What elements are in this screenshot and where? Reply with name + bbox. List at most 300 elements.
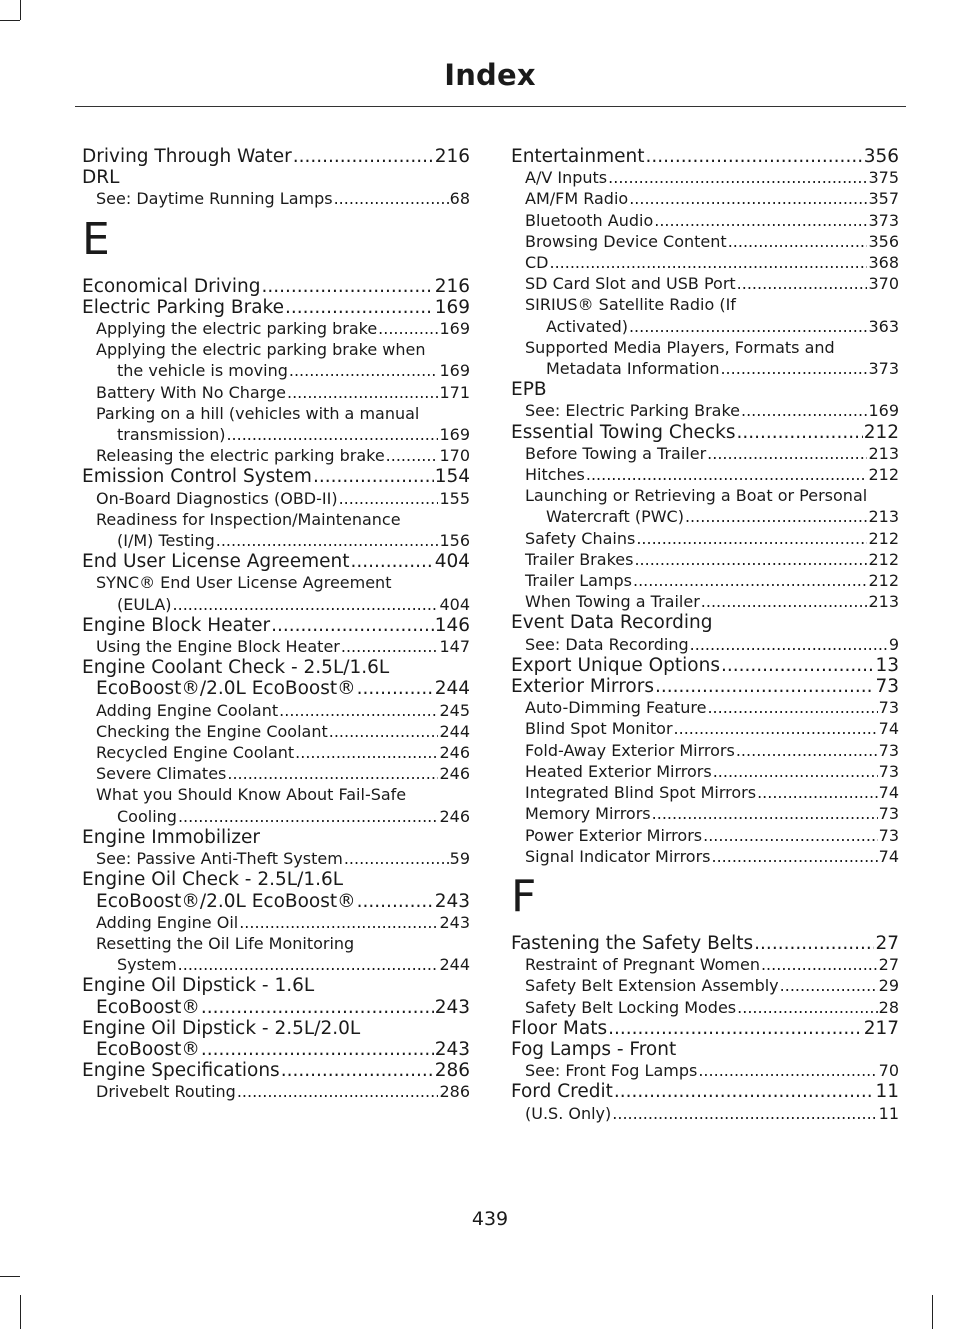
entry-page: 370 xyxy=(868,274,899,294)
leader-dots xyxy=(707,443,867,464)
entry-page: 169 xyxy=(434,296,470,318)
entry-page: 404 xyxy=(439,594,470,614)
index-entry[interactable] xyxy=(82,167,470,188)
leader-dots xyxy=(754,933,874,954)
index-subentry[interactable] xyxy=(82,509,470,551)
index-subentry[interactable] xyxy=(511,1103,899,1124)
entry-line xyxy=(511,1081,899,1102)
entry-text: Engine Oil Dipstick - 1.6L xyxy=(82,975,315,997)
leader-dots xyxy=(550,252,868,273)
leader-dots xyxy=(685,506,867,527)
leader-dots xyxy=(201,997,434,1018)
entry-line xyxy=(82,997,470,1018)
entry-page: 74 xyxy=(878,719,899,739)
entry-line xyxy=(96,382,470,403)
entry-line xyxy=(525,252,899,273)
entry-text: Safety Chains xyxy=(525,528,636,548)
index-entry[interactable] xyxy=(82,657,470,699)
index-subentry[interactable] xyxy=(511,954,899,975)
leader-dots xyxy=(608,167,867,188)
entry-page: 74 xyxy=(878,783,899,803)
section-letter: E xyxy=(82,213,110,265)
entry-page: 9 xyxy=(888,634,899,654)
entry-line xyxy=(511,379,899,400)
index-entry[interactable] xyxy=(82,975,470,1017)
entry-page: 13 xyxy=(875,654,899,676)
leader-dots xyxy=(654,210,867,231)
leader-dots xyxy=(357,678,434,699)
leader-dots xyxy=(281,1060,434,1081)
index-subentry[interactable] xyxy=(511,485,899,527)
entry-text: Engine Block Heater xyxy=(82,614,271,636)
entry-page: 169 xyxy=(439,425,470,445)
entry-page: 73 xyxy=(878,825,899,845)
entry-page: 373 xyxy=(868,210,899,230)
page-title: Index xyxy=(444,58,536,92)
entry-line xyxy=(82,1060,470,1081)
index-subentry[interactable] xyxy=(511,188,899,209)
entry-text: Driving Through Water xyxy=(82,146,292,167)
index-entry[interactable] xyxy=(511,146,899,167)
entry-page: 73 xyxy=(878,761,899,781)
entry-text: Resetting the Oil Life Monitoring xyxy=(96,933,355,953)
entry-text: Blind Spot Monitor xyxy=(525,719,673,739)
entry-line xyxy=(96,403,470,424)
index-subentry[interactable] xyxy=(511,210,899,231)
index-entry[interactable] xyxy=(82,276,470,297)
index-entry[interactable] xyxy=(82,869,470,911)
leader-dots xyxy=(341,636,439,657)
crop-mark xyxy=(20,1295,21,1329)
entry-text: Applying the electric parking brake xyxy=(96,319,378,339)
entry-text: DRL xyxy=(82,167,120,189)
leader-dots xyxy=(285,297,434,318)
entry-text: Launching or Retrieving a Boat or Personal xyxy=(525,486,868,506)
entry-text: Browsing Device Content xyxy=(525,231,727,251)
index-subentry[interactable] xyxy=(511,400,899,421)
index-subentry[interactable] xyxy=(82,763,470,784)
index-subentry[interactable] xyxy=(511,337,899,379)
entry-page: 212 xyxy=(863,421,899,443)
entry-text: Engine Coolant Check - 2.5L/1.6L xyxy=(82,657,390,679)
leader-dots xyxy=(614,1081,875,1102)
index-entry[interactable] xyxy=(511,676,899,697)
entry-line xyxy=(511,655,899,676)
entry-page: 169 xyxy=(439,361,470,381)
leader-dots xyxy=(608,1018,863,1039)
entry-line xyxy=(82,869,470,890)
entry-text: Trailer Brakes xyxy=(525,549,634,569)
entry-line xyxy=(511,1039,899,1060)
entry-text: Using the Engine Block Heater xyxy=(96,637,340,657)
entry-page: 146 xyxy=(434,614,470,636)
entry-text: Watercraft (PWC) xyxy=(546,507,684,527)
leader-dots xyxy=(261,276,433,297)
entry-text: A/V Inputs xyxy=(525,168,608,188)
index-entry[interactable] xyxy=(511,422,899,443)
entry-text: When Towing a Trailer xyxy=(525,592,700,612)
entry-page: 217 xyxy=(863,1017,899,1039)
index-subentry[interactable] xyxy=(511,231,899,252)
entry-page: 213 xyxy=(868,592,899,612)
index-subentry[interactable] xyxy=(82,784,470,826)
entry-text: Supported Media Players, Formats and xyxy=(525,337,835,357)
title-rule xyxy=(75,106,906,107)
leader-dots xyxy=(741,400,867,421)
index-subentry[interactable] xyxy=(82,1081,470,1102)
entry-line xyxy=(96,806,470,827)
entry-page: 375 xyxy=(868,168,899,188)
entry-line xyxy=(525,846,899,867)
leader-dots xyxy=(736,422,862,443)
leader-dots xyxy=(646,146,863,167)
entry-page: 171 xyxy=(439,382,470,402)
entry-line xyxy=(82,551,470,572)
entry-line xyxy=(525,400,899,421)
leader-dots xyxy=(173,594,439,615)
leader-dots xyxy=(634,549,867,570)
index-subentry[interactable] xyxy=(511,697,899,718)
entry-text: Memory Mirrors xyxy=(525,804,651,824)
entry-text: End User License Agreement xyxy=(82,551,350,573)
entry-text: Recycled Engine Coolant xyxy=(96,743,295,763)
entry-text: EcoBoost® xyxy=(96,996,200,1018)
entry-line xyxy=(525,294,899,315)
index-subentry[interactable] xyxy=(511,443,899,464)
entry-line xyxy=(96,721,470,742)
index-entry[interactable] xyxy=(82,146,470,167)
entry-text: Entertainment xyxy=(511,146,645,167)
entry-text: Engine Specifications xyxy=(82,1060,280,1082)
leader-dots xyxy=(271,615,434,636)
index-column-right xyxy=(511,146,899,1124)
entry-text: Electric Parking Brake xyxy=(82,296,284,318)
entry-text: On-Board Diagnostics (OBD-II) xyxy=(96,488,338,508)
entry-page: 286 xyxy=(439,1082,470,1102)
entry-text: SYNC® End User License Agreement xyxy=(96,573,392,593)
index-subentry[interactable] xyxy=(511,718,899,739)
entry-line xyxy=(525,803,899,824)
entry-line xyxy=(511,676,899,697)
entry-page: 73 xyxy=(878,698,899,718)
index-entry[interactable] xyxy=(511,1018,899,1039)
entry-text: AM/FM Radio xyxy=(525,189,629,209)
index-subentry[interactable] xyxy=(511,803,899,824)
leader-dots xyxy=(378,318,438,339)
index-entry[interactable] xyxy=(511,379,899,400)
leader-dots xyxy=(339,488,439,509)
entry-text: Cooling xyxy=(117,806,177,826)
entry-line xyxy=(525,273,899,294)
index-entry[interactable] xyxy=(82,827,470,848)
entry-line xyxy=(525,1103,899,1124)
entry-line xyxy=(96,933,470,954)
index-entry[interactable] xyxy=(82,551,470,572)
leader-dots xyxy=(728,231,868,252)
leader-dots xyxy=(329,721,439,742)
leader-dots xyxy=(344,848,449,869)
leader-dots xyxy=(636,528,867,549)
leader-dots xyxy=(761,954,878,975)
index-entry[interactable] xyxy=(511,612,899,633)
leader-dots xyxy=(279,700,438,721)
leader-dots xyxy=(707,697,877,718)
leader-dots xyxy=(712,846,878,867)
index-subentry[interactable] xyxy=(82,188,470,209)
entry-text: Trailer Lamps xyxy=(525,571,632,591)
entry-line xyxy=(82,1018,470,1039)
index-entry[interactable] xyxy=(82,297,470,318)
index-column-left xyxy=(82,146,470,1103)
index-subentry[interactable] xyxy=(511,591,899,612)
index-subentry[interactable] xyxy=(511,294,899,336)
entry-text: Economical Driving xyxy=(82,275,261,297)
entry-line xyxy=(511,422,899,443)
entry-page: 11 xyxy=(878,1103,899,1123)
index-subentry[interactable] xyxy=(82,721,470,742)
entry-page: 373 xyxy=(868,359,899,379)
entry-text: transmission) xyxy=(117,425,226,445)
entry-page: 155 xyxy=(439,488,470,508)
entry-line xyxy=(96,188,470,209)
entry-text: Floor Mats xyxy=(511,1017,608,1039)
index-subentry[interactable] xyxy=(511,846,899,867)
entry-text: Adding Engine Oil xyxy=(96,912,239,932)
entry-line xyxy=(82,975,470,996)
entry-page: 169 xyxy=(868,401,899,421)
entry-text: Metadata Information xyxy=(546,359,720,379)
index-subentry[interactable] xyxy=(511,634,899,655)
index-subentry[interactable] xyxy=(511,740,899,761)
entry-page: 169 xyxy=(439,319,470,339)
entry-page: 11 xyxy=(875,1081,899,1103)
entry-page: 73 xyxy=(878,740,899,760)
index-subentry[interactable] xyxy=(82,403,470,445)
index-subentry[interactable] xyxy=(82,636,470,657)
entry-page: 245 xyxy=(439,700,470,720)
entry-line xyxy=(525,231,899,252)
entry-line xyxy=(96,1081,470,1102)
index-entry[interactable] xyxy=(511,655,899,676)
entry-text: Drivebelt Routing xyxy=(96,1082,236,1102)
page-number: 439 xyxy=(471,1208,509,1230)
entry-page: 154 xyxy=(434,466,470,488)
index-subentry[interactable] xyxy=(511,997,899,1018)
entry-page: 73 xyxy=(878,804,899,824)
leader-dots xyxy=(720,358,867,379)
entry-text: System xyxy=(117,955,177,975)
entry-page: 59 xyxy=(449,849,470,869)
index-subentry[interactable] xyxy=(82,339,470,381)
entry-text: See: Front Fog Lamps xyxy=(525,1061,698,1081)
entry-text: Power Exterior Mirrors xyxy=(525,825,703,845)
entry-line xyxy=(525,782,899,803)
entry-text: Parking on a hill (vehicles with a manual xyxy=(96,403,420,423)
index-subentry[interactable] xyxy=(511,273,899,294)
entry-line xyxy=(525,316,899,337)
entry-line xyxy=(525,167,899,188)
index-subentry[interactable] xyxy=(82,488,470,509)
entry-text: Fog Lamps - Front xyxy=(511,1038,677,1060)
crop-mark xyxy=(0,1276,20,1277)
entry-line xyxy=(525,358,899,379)
entry-line xyxy=(525,954,899,975)
entry-text: Restraint of Pregnant Women xyxy=(525,955,760,975)
index-entry[interactable] xyxy=(511,1039,899,1060)
leader-dots xyxy=(701,591,868,612)
entry-text: (U.S. Only) xyxy=(525,1103,612,1123)
entry-text: Integrated Blind Spot Mirrors xyxy=(525,783,757,803)
index-entry[interactable] xyxy=(82,466,470,487)
entry-page: 27 xyxy=(875,932,899,954)
entry-page: 286 xyxy=(434,1060,470,1082)
entry-page: 363 xyxy=(868,316,899,336)
index-subentry[interactable] xyxy=(82,912,470,933)
entry-text: Fold-Away Exterior Mirrors xyxy=(525,740,735,760)
entry-page: 27 xyxy=(878,955,899,975)
leader-dots xyxy=(357,891,434,912)
leader-dots xyxy=(690,634,888,655)
leader-dots xyxy=(201,1039,434,1060)
index-subentry[interactable] xyxy=(511,782,899,803)
entry-line xyxy=(525,718,899,739)
entry-text: What you Should Know About Fail-Safe xyxy=(96,785,407,805)
leader-dots xyxy=(226,424,438,445)
crop-mark xyxy=(932,1295,933,1329)
index-subentry[interactable] xyxy=(82,933,470,975)
index-subentry[interactable] xyxy=(82,742,470,763)
entry-page: 29 xyxy=(878,976,899,996)
entry-text: See: Data Recording xyxy=(525,634,689,654)
leader-dots xyxy=(629,316,867,337)
entry-page: 244 xyxy=(434,678,470,700)
index-subentry[interactable] xyxy=(511,825,899,846)
index-subentry[interactable] xyxy=(82,848,470,869)
entry-text: SD Card Slot and USB Port xyxy=(525,274,736,294)
entry-page: 404 xyxy=(434,551,470,573)
entry-text: Auto-Dimming Feature xyxy=(525,698,707,718)
entry-line xyxy=(82,827,470,848)
entry-page: 356 xyxy=(863,146,899,167)
index-subentry[interactable] xyxy=(511,1060,899,1081)
entry-line xyxy=(82,657,470,678)
entry-page: 243 xyxy=(434,996,470,1018)
index-subentry[interactable] xyxy=(511,761,899,782)
entry-text: the vehicle is moving xyxy=(117,361,288,381)
entry-text: EPB xyxy=(511,379,547,401)
entry-page: 68 xyxy=(449,189,470,209)
index-entry[interactable] xyxy=(511,933,899,954)
entry-line xyxy=(96,763,470,784)
entry-line xyxy=(96,784,470,805)
entry-text: Essential Towing Checks xyxy=(511,421,736,443)
leader-dots xyxy=(216,530,439,551)
index-subentry[interactable] xyxy=(511,570,899,591)
entry-page: 28 xyxy=(878,997,899,1017)
entry-text: Hitches xyxy=(525,465,585,485)
entry-text: Activated) xyxy=(546,316,628,336)
entry-text: Bluetooth Audio xyxy=(525,210,654,230)
entry-text: Applying the electric parking brake when xyxy=(96,340,426,360)
leader-dots xyxy=(633,570,867,591)
index-subentry[interactable] xyxy=(82,700,470,721)
leader-dots xyxy=(713,761,878,782)
entry-text: Engine Oil Check - 2.5L/1.6L xyxy=(82,869,344,891)
index-subentry[interactable] xyxy=(511,975,899,996)
entry-line xyxy=(82,297,470,318)
entry-page: 70 xyxy=(878,1061,899,1081)
index-entry[interactable] xyxy=(82,615,470,636)
index-entry[interactable] xyxy=(511,1081,899,1102)
leader-dots xyxy=(289,360,439,381)
leader-dots xyxy=(239,912,438,933)
entry-line xyxy=(96,424,470,445)
entry-line xyxy=(82,276,470,297)
section-letter: F xyxy=(511,870,537,922)
leader-dots xyxy=(737,997,878,1018)
entry-line xyxy=(96,636,470,657)
entry-text: Heated Exterior Mirrors xyxy=(525,761,712,781)
entry-page: 244 xyxy=(439,955,470,975)
leader-dots xyxy=(612,1103,877,1124)
index-entry[interactable] xyxy=(82,1018,470,1060)
entry-line xyxy=(96,318,470,339)
leader-dots xyxy=(295,742,438,763)
entry-line xyxy=(525,528,899,549)
entry-page: 212 xyxy=(868,549,899,569)
leader-dots xyxy=(334,188,449,209)
entry-text: Signal Indicator Mirrors xyxy=(525,846,711,866)
entry-line xyxy=(525,464,899,485)
index-subentry[interactable] xyxy=(511,528,899,549)
entry-page: 213 xyxy=(868,507,899,527)
index-subentry[interactable] xyxy=(82,572,470,614)
index-subentry[interactable] xyxy=(82,382,470,403)
entry-page: 243 xyxy=(439,912,470,932)
crop-mark xyxy=(20,0,21,20)
entry-page: 244 xyxy=(439,721,470,741)
index-subentry[interactable] xyxy=(511,252,899,273)
entry-line xyxy=(96,488,470,509)
index-subentry[interactable] xyxy=(511,167,899,188)
index-subentry[interactable] xyxy=(82,445,470,466)
entry-text: See: Daytime Running Lamps xyxy=(96,189,333,209)
entry-line xyxy=(96,912,470,933)
index-entry[interactable] xyxy=(82,1060,470,1081)
entry-line xyxy=(96,594,470,615)
entry-page: 357 xyxy=(868,189,899,209)
entry-line xyxy=(82,1039,470,1060)
entry-page: 147 xyxy=(439,637,470,657)
entry-line xyxy=(525,443,899,464)
entry-page: 170 xyxy=(439,446,470,466)
index-subentry[interactable] xyxy=(511,464,899,485)
entry-line xyxy=(96,445,470,466)
index-subentry[interactable] xyxy=(82,318,470,339)
entry-text: EcoBoost®/2.0L EcoBoost® xyxy=(96,678,356,700)
entry-line xyxy=(525,825,899,846)
entry-line xyxy=(511,146,899,167)
entry-line xyxy=(525,591,899,612)
leader-dots xyxy=(780,975,878,996)
leader-dots xyxy=(655,676,874,697)
index-subentry[interactable] xyxy=(511,549,899,570)
leader-dots xyxy=(237,1081,439,1102)
entry-line xyxy=(525,337,899,358)
entry-line xyxy=(525,697,899,718)
entry-line xyxy=(525,975,899,996)
entry-text: Engine Immobilizer xyxy=(82,826,260,848)
